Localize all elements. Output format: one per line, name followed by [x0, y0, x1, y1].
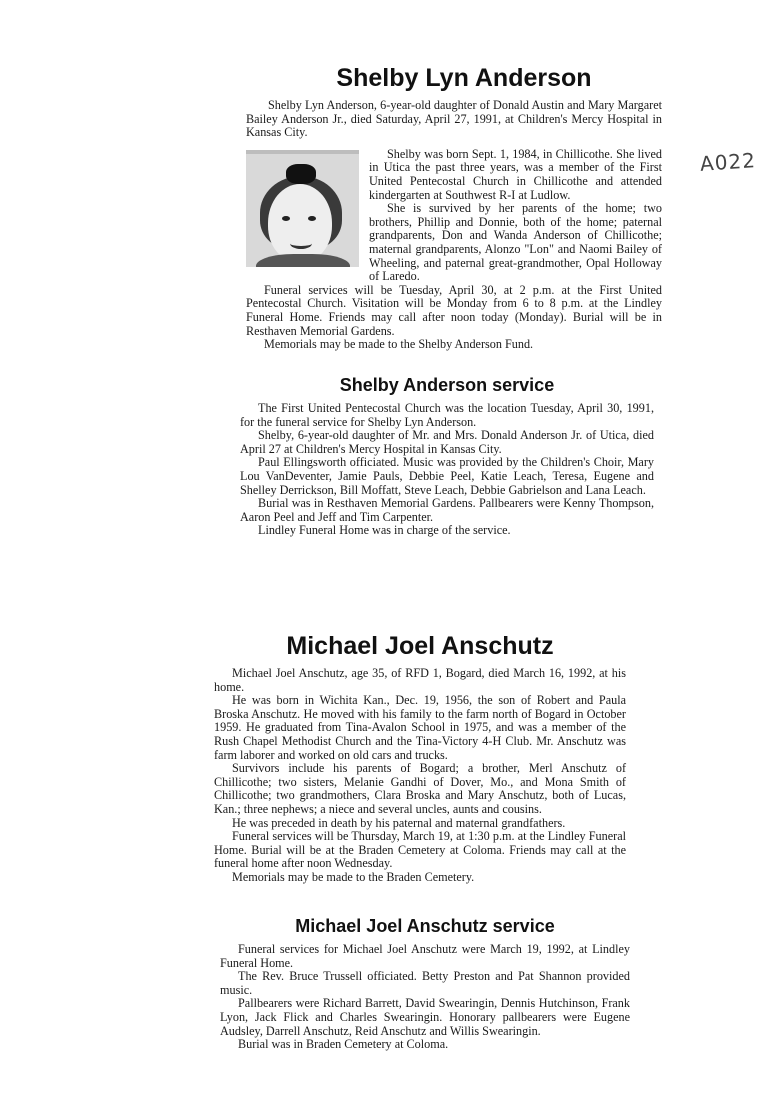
obituary-paragraph: He was born in Wichita Kan., Dec. 19, 1956, the son of Robert and Paula Broska Anschutz. He moved with his family to the farm north of Bogard in October 1959. He graduated from Tina-Avalon School in 1975, and was a member of the Rush Chapel Methodist Church and the Tina-Victory 4-H Club. Mr. Anschutz was farm laborer and worked on old cars and trucks. — [214, 693, 626, 762]
obituary-paragraph: Shelby was born Sept. 1, 1984, in Chillicothe. She lived in Utica the past three years, was a member of the First United Pentecostal Church in Chillicothe and attended kindergarten at Southwest R-I at Ludlow. — [369, 146, 662, 202]
obituary-paragraph: Survivors include his parents of Bogard; a brother, Merl Anschutz of Chillicothe; two sisters, Melanie Gandhi of Dover, Mo., and Mona Smith of Chillicothe; two grandmothers, Clara Broska and Mary Anschutz, both of Lucas, Kan.; three nephews; a niece and several uncles, aunts and cousins. — [214, 761, 626, 816]
service-title: Michael Joel Anschutz service — [295, 916, 555, 936]
handwritten-code: A022 — [699, 148, 757, 176]
obituary-paragraph: Memorials may be made to the Braden Cemetery. — [232, 869, 475, 884]
obituary-paragraph: She is survived by her parents of the home; two brothers, Phillip and Donnie, both of the home; paternal grandparents, Don and Wanda Anderson of Chillicothe; maternal grandparents, Alonzo "Lon" and Naomi Bailey of Wheeling, and paternal great-grandmother, Opal Holloway of Laredo. — [369, 201, 662, 284]
obituary-paragraph: Funeral services will be Thursday, March 19, at 1:30 p.m. at the Lindley Funeral Home. Burial will be at the Braden Cemetery at Coloma. Friends may call at the funeral home after noon Wednesday. — [214, 829, 626, 871]
obituary-lead: Shelby Lyn Anderson, 6-year-old daughter of Donald Austin and Mary Margaret Bailey Anderson Jr., died Saturday, April 27, 1991, at Children's Mercy Hospital in Kansas City. — [246, 98, 662, 140]
obituary-shelby — [246, 64, 662, 352]
obituary-michael — [214, 632, 626, 885]
service-paragraph: Burial was in Braden Cemetery at Coloma. — [238, 1037, 449, 1052]
obituary-title: Shelby Lyn Anderson — [336, 64, 592, 92]
obituary-paragraph: Memorials may be made to the Shelby Anderson Fund. — [264, 337, 534, 352]
service-paragraph: Lindley Funeral Home was in charge of the service. — [258, 523, 511, 538]
service-shelby — [240, 375, 654, 538]
obituary-paragraph: Michael Joel Anschutz, age 35, of RFD 1, Bogard, died March 16, 1992, at his home. — [214, 666, 626, 694]
service-paragraph: Funeral services for Michael Joel Anschutz were March 19, 1992, at Lindley Funeral Home. — [220, 942, 630, 970]
bio-with-photo — [246, 148, 662, 284]
service-michael — [220, 916, 630, 1052]
service-paragraph: The First United Pentecostal Church was the location Tuesday, April 30, 1991, for the funeral service for Shelby Lyn Anderson. — [240, 401, 654, 429]
obituary-title: Michael Joel Anschutz — [286, 632, 554, 660]
obituary-paragraph: Funeral services will be Tuesday, April 30, at 2 p.m. at the First United Pentecostal Church. Visitation will be Monday from 6 to 8 p.m. at the Lindley Funeral Home. Friends may call after noon today (Monday). Burial will be in Resthaven Memorial Gardens. — [246, 282, 662, 338]
service-paragraph: Shelby, 6-year-old daughter of Mr. and Mrs. Donald Anderson Jr. of Utica, died April 27 at Children's Mercy Hospital in Kansas City. — [240, 428, 654, 456]
service-paragraph: Pallbearers were Richard Barrett, David Swearingin, Dennis Hutchinson, Frank Lyon, Jack Flick and Charles Swearingin. Honorary pallbearers were Eugene Audsley, Darrell Anschutz, Reid Anschutz and Willis Swearingin. — [220, 996, 630, 1038]
service-paragraph: The Rev. Bruce Trussell officiated. Betty Preston and Pat Shannon provided music. — [220, 969, 630, 997]
portrait-photo — [246, 150, 359, 267]
service-paragraph: Paul Ellingsworth officiated. Music was provided by the Children's Choir, Mary Lou VanDeventer, Jamie Pauls, Debbie Peel, Katie Leach, Teresa, Eugene and Shelley Derrickson, Bill Moffatt, Steve Leach, Debbie Gabrielson and Lana Leach. — [240, 455, 654, 497]
service-paragraph: Burial was in Resthaven Memorial Gardens. Pallbearers were Kenny Thompson, Aaron Peel and Jeff and Tim Carpenter. — [240, 496, 654, 524]
obituary-paragraph: He was preceded in death by his paternal and maternal grandfathers. — [232, 815, 566, 830]
service-title: Shelby Anderson service — [339, 375, 555, 395]
